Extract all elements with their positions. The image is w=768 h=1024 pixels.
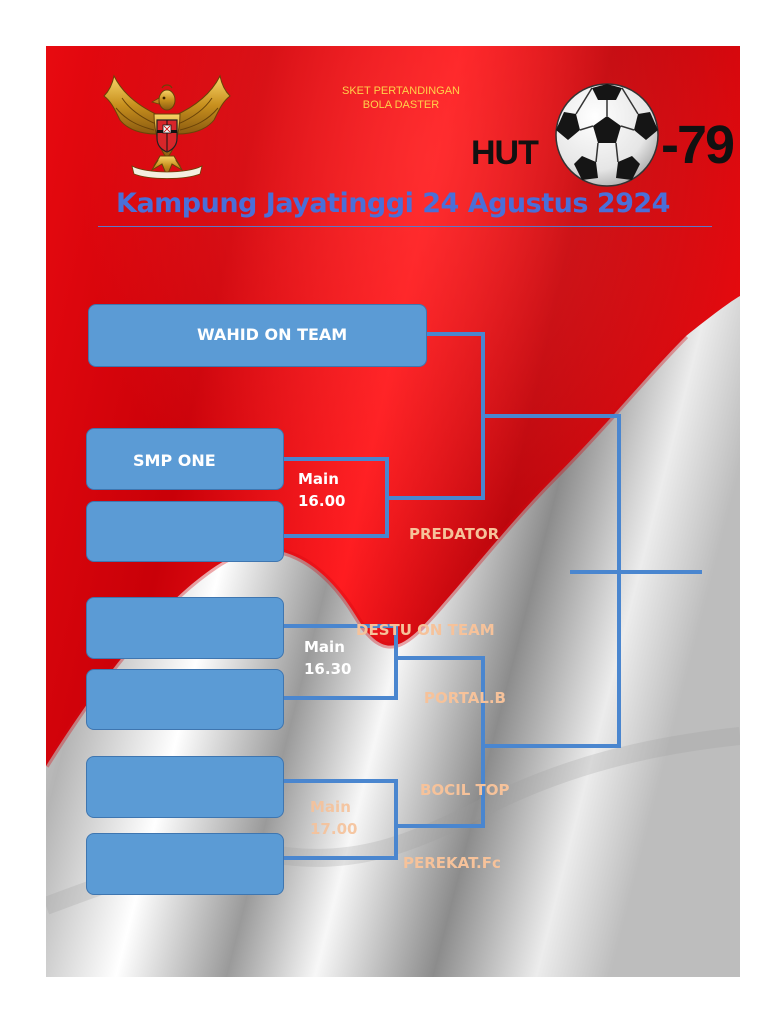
- match2-main: Main: [304, 638, 345, 656]
- sketch-title-line2: BOLA DASTER: [362, 99, 440, 111]
- match2-schedule: [304, 636, 351, 680]
- main-title: Kampung Jayatinggi 24 Agustus 2924: [116, 188, 670, 219]
- team-label-portal: PORTAL.B: [424, 689, 506, 707]
- match1-main: Main: [298, 470, 339, 488]
- team-box-empty-2[interactable]: [86, 597, 284, 659]
- poster: [46, 46, 740, 977]
- match3-time: 17.00: [310, 820, 358, 838]
- match3-main: Main: [310, 798, 351, 816]
- team-box-empty-3[interactable]: [86, 669, 284, 730]
- team-label-perekat: PEREKAT.Fc: [403, 854, 501, 872]
- team-name-smp-one: SMP ONE: [133, 451, 216, 470]
- team-name-wahid: WAHID ON TEAM: [197, 325, 348, 344]
- team-label-bocil: BOCIL TOP: [420, 781, 510, 799]
- team-box-smp-one[interactable]: [86, 428, 284, 490]
- team-box-wahid[interactable]: [88, 304, 427, 367]
- sketch-title-line1: SKET PERTANDINGAN: [342, 85, 460, 97]
- team-label-predator: PREDATOR: [409, 525, 500, 543]
- hut-label: HUT: [471, 134, 538, 172]
- match1-schedule: [298, 468, 345, 512]
- hut-number: -79: [661, 115, 734, 175]
- team-box-empty-1[interactable]: [86, 501, 284, 562]
- team-box-empty-4[interactable]: [86, 756, 284, 818]
- match2-time: 16.30: [304, 660, 352, 678]
- team-label-destu: DESTU ON TEAM: [356, 621, 495, 639]
- match1-time: 16.00: [298, 492, 346, 510]
- match3-schedule: [310, 796, 357, 840]
- team-box-empty-5[interactable]: [86, 833, 284, 895]
